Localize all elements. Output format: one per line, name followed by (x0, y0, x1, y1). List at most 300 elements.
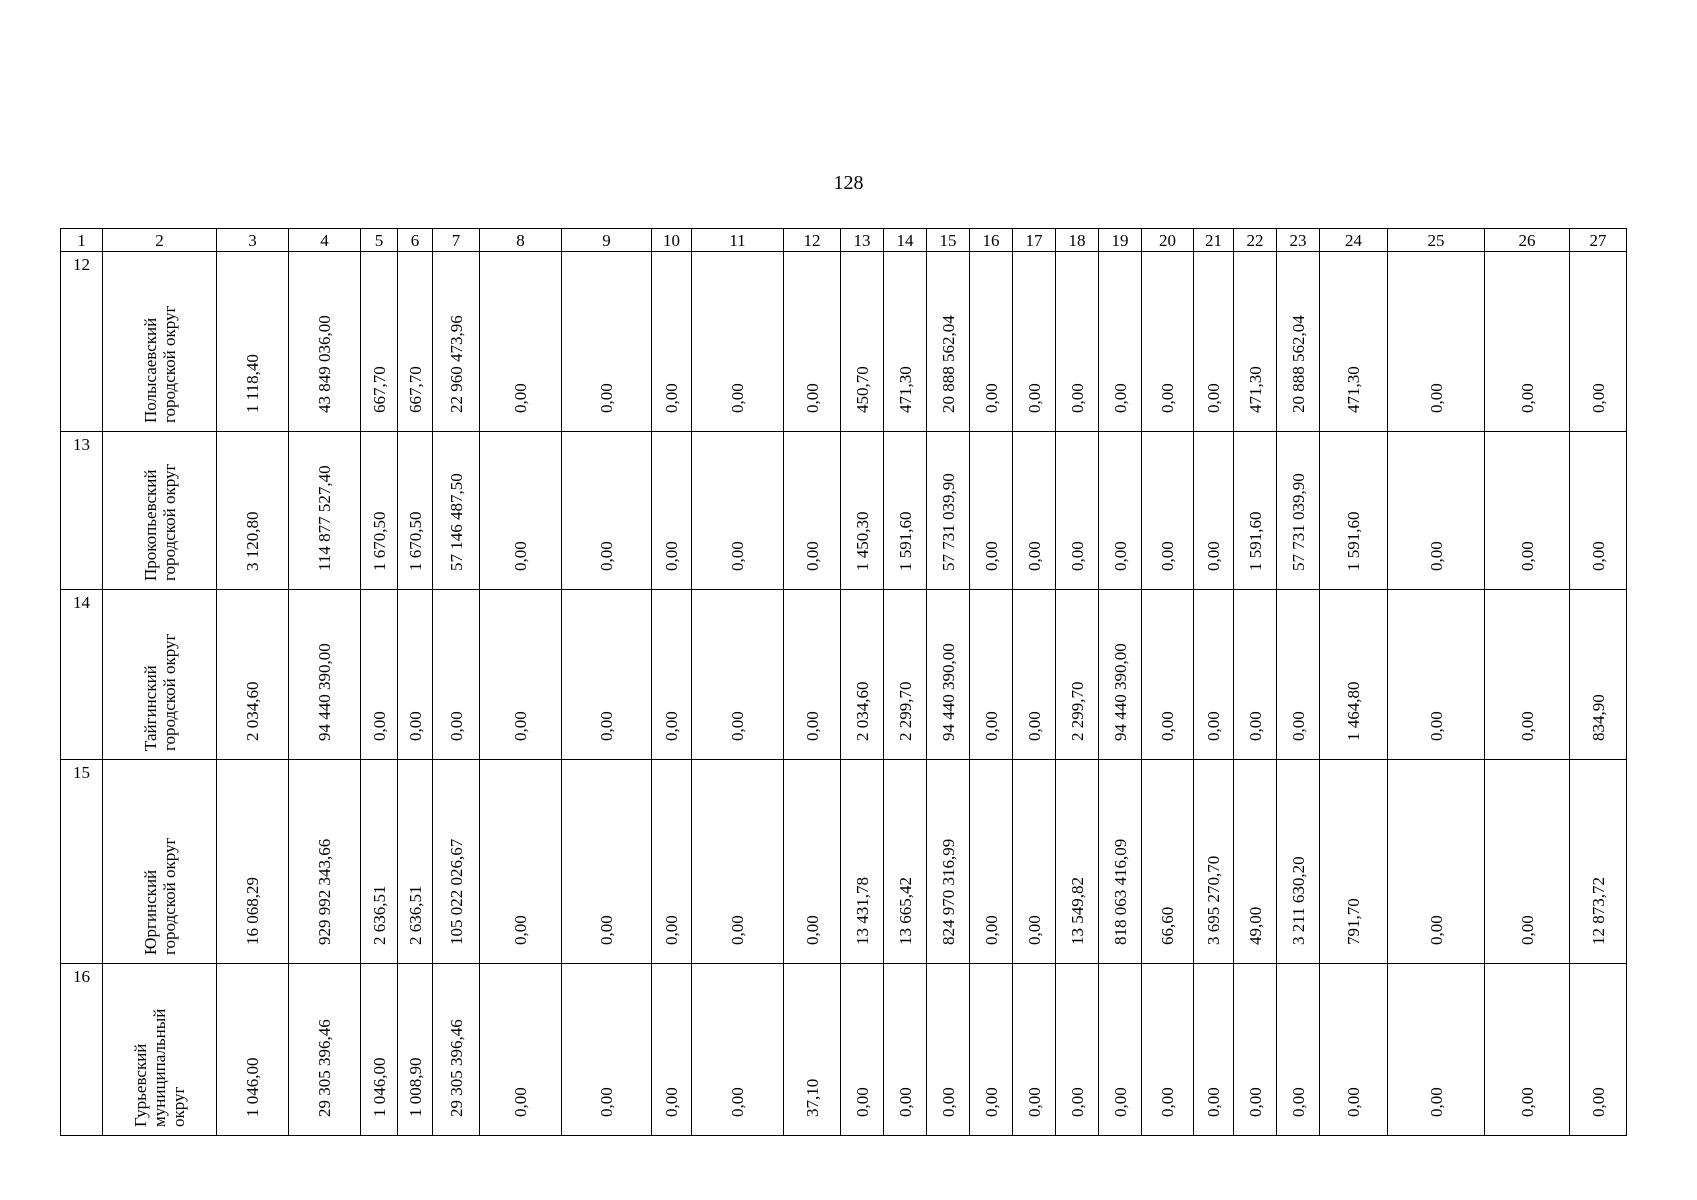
cell-value: 0,00 (662, 1087, 681, 1117)
cell-value: 0,00 (511, 541, 530, 571)
column-header-8: 8 (480, 229, 562, 252)
district-name: Прокопьевский городской округ (140, 463, 179, 581)
cell-value: 471,30 (1245, 366, 1265, 413)
column-header-13: 13 (841, 229, 884, 252)
cell-value: 2 299,70 (1067, 681, 1087, 741)
column-header-12: 12 (784, 229, 841, 252)
value-cell-col-10 (652, 760, 692, 964)
value-cell-col-18 (1056, 590, 1099, 760)
cell-value: 0,00 (1024, 1087, 1044, 1117)
table-row (61, 432, 1627, 590)
cell-value: 13 665,42 (895, 877, 915, 945)
cell-value: 57 731 039,90 (1288, 473, 1308, 571)
cell-value: 1 008,90 (405, 1057, 425, 1117)
cell-value: 0,00 (802, 383, 822, 413)
value-cell-col-16 (970, 760, 1013, 964)
cell-value: 0,00 (1517, 915, 1537, 945)
cell-value: 0,00 (597, 915, 616, 945)
cell-value: 0,00 (981, 541, 1001, 571)
column-header-27: 27 (1570, 229, 1627, 252)
cell-value: 0,00 (1344, 1087, 1363, 1117)
value-cell-col-5 (361, 252, 398, 432)
cell-value: 0,00 (1588, 383, 1608, 413)
value-cell-col-13 (841, 964, 884, 1136)
cell-value: 0,00 (1158, 541, 1177, 571)
value-cell-col-24 (1320, 432, 1388, 590)
cell-value: 667,70 (405, 366, 425, 413)
cell-value: 2 636,51 (369, 885, 389, 945)
cell-value: 0,00 (728, 1087, 747, 1117)
cell-value: 0,00 (1067, 383, 1087, 413)
value-cell-col-11 (692, 432, 784, 590)
cell-value: 0,00 (1110, 1087, 1130, 1117)
value-cell-col-12 (784, 432, 841, 590)
column-header-3: 3 (217, 229, 289, 252)
value-cell-col-18 (1056, 432, 1099, 590)
value-cell-col-26 (1485, 590, 1570, 760)
cell-value: 22 960 473,96 (446, 315, 466, 413)
value-cell-col-22 (1234, 432, 1277, 590)
column-header-4: 4 (289, 229, 361, 252)
cell-value: 13 549,82 (1067, 877, 1087, 945)
value-cell-col-18 (1056, 252, 1099, 432)
cell-value: 0,00 (802, 541, 822, 571)
value-cell-col-16 (970, 252, 1013, 432)
value-cell-col-13 (841, 432, 884, 590)
cell-value: 29 305 396,46 (315, 1019, 334, 1117)
value-cell-col-3 (217, 964, 289, 1136)
row-number: 14 (73, 593, 90, 612)
value-cell-col-19 (1099, 964, 1142, 1136)
column-header-20: 20 (1142, 229, 1194, 252)
cell-value: 0,00 (802, 915, 822, 945)
cell-value: 0,00 (1426, 711, 1446, 741)
cell-value: 450,70 (852, 366, 872, 413)
cell-value: 0,00 (938, 1087, 958, 1117)
value-cell-col-12 (784, 964, 841, 1136)
value-cell-col-7 (433, 432, 480, 590)
value-cell-col-8 (480, 252, 562, 432)
value-cell-col-27 (1570, 964, 1627, 1136)
cell-value: 43 849 036,00 (315, 315, 334, 413)
cell-value: 834,90 (1588, 694, 1608, 741)
value-cell-col-14 (884, 590, 927, 760)
cell-value: 0,00 (1517, 711, 1537, 741)
column-header-15: 15 (927, 229, 970, 252)
data-table (60, 228, 1627, 1136)
cell-value: 0,00 (1024, 541, 1044, 571)
value-cell-col-4 (289, 252, 361, 432)
value-cell-col-6 (398, 760, 433, 964)
cell-value: 2 636,51 (405, 885, 425, 945)
column-header-11: 11 (692, 229, 784, 252)
value-cell-col-5 (361, 590, 398, 760)
cell-value: 3 211 630,20 (1288, 856, 1308, 945)
cell-value: 0,00 (662, 915, 681, 945)
row-number-cell (61, 432, 103, 590)
cell-value: 49,00 (1245, 906, 1265, 945)
cell-value: 1 046,00 (369, 1057, 389, 1117)
value-cell-col-23 (1277, 590, 1320, 760)
cell-value: 94 440 390,00 (1110, 643, 1130, 741)
cell-value: 0,00 (981, 711, 1001, 741)
table-row (61, 252, 1627, 432)
cell-value: 0,00 (1426, 1087, 1446, 1117)
value-cell-col-6 (398, 252, 433, 432)
value-cell-col-17 (1013, 964, 1056, 1136)
value-cell-col-3 (217, 590, 289, 760)
value-cell-col-26 (1485, 964, 1570, 1136)
cell-value: 667,70 (369, 366, 389, 413)
value-cell-col-20 (1142, 760, 1194, 964)
column-header-19: 19 (1099, 229, 1142, 252)
cell-value: 0,00 (1426, 383, 1446, 413)
value-cell-col-4 (289, 964, 361, 1136)
value-cell-col-24 (1320, 252, 1388, 432)
cell-value: 824 970 316,99 (938, 838, 958, 945)
value-cell-col-18 (1056, 760, 1099, 964)
value-cell-col-8 (480, 964, 562, 1136)
cell-value: 0,00 (1024, 383, 1044, 413)
value-cell-col-8 (480, 760, 562, 964)
cell-value: 0,00 (981, 383, 1001, 413)
value-cell-col-11 (692, 590, 784, 760)
value-cell-col-25 (1388, 252, 1485, 432)
column-header-6: 6 (398, 229, 433, 252)
value-cell-col-26 (1485, 252, 1570, 432)
value-cell-col-14 (884, 252, 927, 432)
cell-value: 0,00 (511, 915, 530, 945)
district-name-cell (103, 964, 217, 1136)
cell-value: 0,00 (511, 1087, 530, 1117)
cell-value: 791,70 (1344, 898, 1363, 945)
value-cell-col-12 (784, 590, 841, 760)
district-name-cell (103, 590, 217, 760)
value-cell-col-27 (1570, 252, 1627, 432)
column-header-21: 21 (1194, 229, 1234, 252)
value-cell-col-19 (1099, 760, 1142, 964)
cell-value: 13 431,78 (852, 877, 872, 945)
row-number-cell (61, 964, 103, 1136)
value-cell-col-3 (217, 432, 289, 590)
cell-value: 0,00 (981, 915, 1001, 945)
cell-value: 1 670,50 (405, 511, 425, 571)
value-cell-col-13 (841, 760, 884, 964)
table-row (61, 760, 1627, 964)
value-cell-col-26 (1485, 432, 1570, 590)
cell-value: 0,00 (597, 711, 616, 741)
column-header-23: 23 (1277, 229, 1320, 252)
value-cell-col-17 (1013, 252, 1056, 432)
value-cell-col-27 (1570, 760, 1627, 964)
cell-value: 0,00 (1024, 915, 1044, 945)
value-cell-col-20 (1142, 964, 1194, 1136)
column-header-16: 16 (970, 229, 1013, 252)
district-name: Тайгинский городской округ (140, 633, 179, 751)
value-cell-col-19 (1099, 252, 1142, 432)
district-name: Полысаевский городской округ (140, 305, 179, 423)
cell-value: 0,00 (1067, 541, 1087, 571)
cell-value: 0,00 (662, 711, 681, 741)
cell-value: 0,00 (728, 383, 747, 413)
cell-value: 0,00 (1426, 915, 1446, 945)
value-cell-col-24 (1320, 590, 1388, 760)
value-cell-col-16 (970, 964, 1013, 1136)
value-cell-col-14 (884, 432, 927, 590)
cell-value: 57 731 039,90 (938, 473, 958, 571)
cell-value: 0,00 (1204, 383, 1223, 413)
cell-value: 0,00 (1110, 383, 1130, 413)
value-cell-col-15 (927, 760, 970, 964)
cell-value: 0,00 (728, 915, 747, 945)
column-header-18: 18 (1056, 229, 1099, 252)
page-number: 128 (833, 172, 864, 194)
value-cell-col-13 (841, 252, 884, 432)
column-header-25: 25 (1388, 229, 1485, 252)
cell-value: 0,00 (1517, 383, 1537, 413)
column-header-17: 17 (1013, 229, 1056, 252)
value-cell-col-23 (1277, 432, 1320, 590)
cell-value: 0,00 (728, 541, 747, 571)
cell-value: 3 120,80 (243, 511, 262, 571)
value-cell-col-22 (1234, 964, 1277, 1136)
column-header-7: 7 (433, 229, 480, 252)
cell-value: 929 992 343,66 (315, 838, 334, 945)
cell-value: 0,00 (597, 541, 616, 571)
value-cell-col-5 (361, 760, 398, 964)
value-cell-col-10 (652, 964, 692, 1136)
value-cell-col-21 (1194, 760, 1234, 964)
row-number: 13 (73, 435, 90, 454)
value-cell-col-20 (1142, 252, 1194, 432)
column-header-2: 2 (103, 229, 217, 252)
row-number: 16 (73, 967, 90, 986)
value-cell-col-16 (970, 432, 1013, 590)
value-cell-col-3 (217, 760, 289, 964)
cell-value: 2 299,70 (895, 681, 915, 741)
cell-value: 0,00 (597, 1087, 616, 1117)
cell-value: 1 118,40 (243, 354, 262, 413)
cell-value: 0,00 (1288, 1087, 1308, 1117)
cell-value: 1 591,60 (1344, 511, 1363, 571)
cell-value: 0,00 (1426, 541, 1446, 571)
value-cell-col-5 (361, 964, 398, 1136)
cell-value: 0,00 (1110, 541, 1130, 571)
table-row (61, 590, 1627, 760)
value-cell-col-20 (1142, 590, 1194, 760)
cell-value: 1 464,80 (1344, 681, 1363, 741)
cell-value: 66,60 (1158, 906, 1177, 945)
value-cell-col-19 (1099, 590, 1142, 760)
cell-value: 0,00 (446, 711, 466, 741)
cell-value: 20 888 562,04 (938, 315, 958, 413)
value-cell-col-15 (927, 432, 970, 590)
value-cell-col-22 (1234, 252, 1277, 432)
cell-value: 94 440 390,00 (315, 643, 334, 741)
cell-value: 0,00 (1067, 1087, 1087, 1117)
value-cell-col-8 (480, 590, 562, 760)
value-cell-col-12 (784, 252, 841, 432)
value-cell-col-4 (289, 432, 361, 590)
row-number-cell (61, 252, 103, 432)
cell-value: 0,00 (511, 711, 530, 741)
value-cell-col-25 (1388, 590, 1485, 760)
column-header-10: 10 (652, 229, 692, 252)
cell-value: 0,00 (1024, 711, 1044, 741)
value-cell-col-15 (927, 590, 970, 760)
value-cell-col-25 (1388, 432, 1485, 590)
value-cell-col-10 (652, 432, 692, 590)
value-cell-col-13 (841, 590, 884, 760)
value-cell-col-12 (784, 760, 841, 964)
value-cell-col-18 (1056, 964, 1099, 1136)
value-cell-col-21 (1194, 964, 1234, 1136)
cell-value: 0,00 (1517, 541, 1537, 571)
value-cell-col-24 (1320, 760, 1388, 964)
cell-value: 0,00 (597, 383, 616, 413)
value-cell-col-26 (1485, 760, 1570, 964)
cell-value: 1 591,60 (1245, 511, 1265, 571)
column-header-9: 9 (562, 229, 652, 252)
cell-value: 0,00 (662, 383, 681, 413)
cell-value: 0,00 (1245, 1087, 1265, 1117)
cell-value: 114 877 527,40 (315, 465, 334, 571)
value-cell-col-17 (1013, 590, 1056, 760)
value-cell-col-9 (562, 432, 652, 590)
row-number-cell (61, 590, 103, 760)
value-cell-col-7 (433, 590, 480, 760)
value-cell-col-21 (1194, 590, 1234, 760)
value-cell-col-6 (398, 432, 433, 590)
value-cell-col-27 (1570, 590, 1627, 760)
value-cell-col-6 (398, 964, 433, 1136)
cell-value: 471,30 (895, 366, 915, 413)
cell-value: 57 146 487,50 (446, 473, 466, 571)
value-cell-col-15 (927, 964, 970, 1136)
column-header-1: 1 (61, 229, 103, 252)
value-cell-col-9 (562, 964, 652, 1136)
value-cell-col-7 (433, 760, 480, 964)
district-name-cell (103, 252, 217, 432)
district-name: Гурьевский муниципальный округ (131, 1008, 189, 1127)
cell-value: 0,00 (662, 541, 681, 571)
cell-value: 94 440 390,00 (938, 643, 958, 741)
cell-value: 0,00 (802, 711, 822, 741)
value-cell-col-9 (562, 590, 652, 760)
value-cell-col-21 (1194, 432, 1234, 590)
value-cell-col-7 (433, 252, 480, 432)
cell-value: 0,00 (1588, 1087, 1608, 1117)
row-number: 15 (73, 763, 90, 782)
value-cell-col-27 (1570, 432, 1627, 590)
value-cell-col-3 (217, 252, 289, 432)
cell-value: 0,00 (1204, 541, 1223, 571)
cell-value: 0,00 (895, 1087, 915, 1117)
value-cell-col-24 (1320, 964, 1388, 1136)
value-cell-col-23 (1277, 964, 1320, 1136)
cell-value: 0,00 (1158, 1087, 1177, 1117)
cell-value: 0,00 (511, 383, 530, 413)
cell-value: 0,00 (1204, 1087, 1223, 1117)
cell-value: 29 305 396,46 (446, 1019, 466, 1117)
value-cell-col-4 (289, 760, 361, 964)
cell-value: 3 695 270,70 (1204, 855, 1223, 945)
column-header-5: 5 (361, 229, 398, 252)
cell-value: 20 888 562,04 (1288, 315, 1308, 413)
column-header-24: 24 (1320, 229, 1388, 252)
cell-value: 0,00 (852, 1087, 872, 1117)
value-cell-col-19 (1099, 432, 1142, 590)
cell-value: 0,00 (1288, 711, 1308, 741)
value-cell-col-9 (562, 252, 652, 432)
cell-value: 0,00 (1245, 711, 1265, 741)
value-cell-col-11 (692, 760, 784, 964)
value-cell-col-23 (1277, 760, 1320, 964)
row-number: 12 (73, 255, 90, 274)
value-cell-col-10 (652, 252, 692, 432)
value-cell-col-6 (398, 590, 433, 760)
value-cell-col-20 (1142, 432, 1194, 590)
column-header-22: 22 (1234, 229, 1277, 252)
district-name-cell (103, 760, 217, 964)
cell-value: 12 873,72 (1588, 877, 1608, 945)
cell-value: 0,00 (1158, 711, 1177, 741)
value-cell-col-17 (1013, 760, 1056, 964)
value-cell-col-11 (692, 964, 784, 1136)
value-cell-col-22 (1234, 590, 1277, 760)
value-cell-col-11 (692, 252, 784, 432)
cell-value: 0,00 (1588, 541, 1608, 571)
value-cell-col-17 (1013, 432, 1056, 590)
value-cell-col-21 (1194, 252, 1234, 432)
cell-value: 471,30 (1344, 366, 1363, 413)
value-cell-col-14 (884, 964, 927, 1136)
cell-value: 16 068,29 (243, 877, 262, 945)
cell-value: 0,00 (1517, 1087, 1537, 1117)
cell-value: 1 591,60 (895, 511, 915, 571)
cell-value: 0,00 (981, 1087, 1001, 1117)
value-cell-col-25 (1388, 760, 1485, 964)
cell-value: 0,00 (1204, 711, 1223, 741)
cell-value: 1 670,50 (369, 511, 389, 571)
cell-value: 2 034,60 (852, 681, 872, 741)
column-header-14: 14 (884, 229, 927, 252)
value-cell-col-4 (289, 590, 361, 760)
value-cell-col-7 (433, 964, 480, 1136)
value-cell-col-23 (1277, 252, 1320, 432)
value-cell-col-16 (970, 590, 1013, 760)
value-cell-col-10 (652, 590, 692, 760)
row-number-cell (61, 760, 103, 964)
cell-value: 0,00 (728, 711, 747, 741)
value-cell-col-15 (927, 252, 970, 432)
cell-value: 105 022 026,67 (446, 838, 466, 945)
cell-value: 0,00 (1158, 383, 1177, 413)
cell-value: 1 046,00 (243, 1057, 262, 1117)
table-row (61, 964, 1627, 1136)
cell-value: 2 034,60 (243, 681, 262, 741)
value-cell-col-22 (1234, 760, 1277, 964)
cell-value: 1 450,30 (852, 511, 872, 571)
cell-value: 37,10 (802, 1078, 822, 1117)
district-name-cell (103, 432, 217, 590)
value-cell-col-8 (480, 432, 562, 590)
value-cell-col-5 (361, 432, 398, 590)
cell-value: 0,00 (369, 711, 389, 741)
column-number-row (61, 229, 1627, 252)
column-header-26: 26 (1485, 229, 1570, 252)
cell-value: 818 063 416,09 (1110, 838, 1130, 945)
